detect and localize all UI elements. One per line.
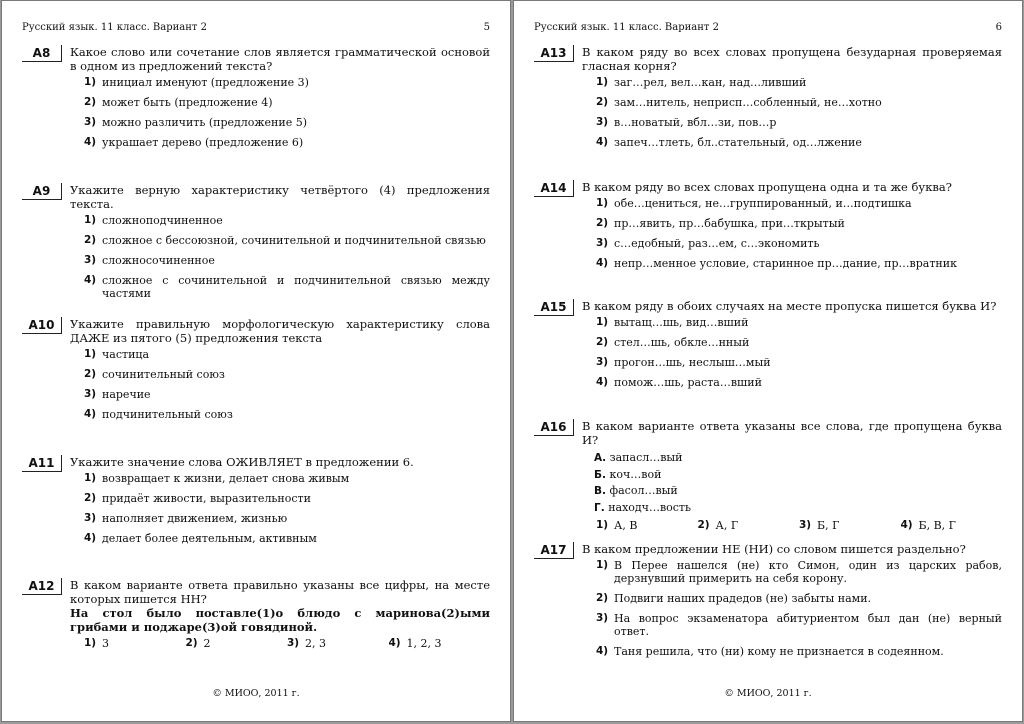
- task-sentence: На стол было поставле(1)о блюдо с маринова(2)ыми грибами и поджаре(3)ой говядиной.: [70, 606, 490, 634]
- right-page: [513, 0, 1023, 722]
- task-question: Какое слово или сочетание слов является грамматической основой в одном из предложений текста?: [70, 45, 490, 73]
- task-a10: [22, 317, 490, 428]
- answer-option[interactable]: 2) А, Г: [697, 519, 739, 532]
- page-footer: © МИОО, 2011 г.: [212, 688, 300, 699]
- answer-option[interactable]: 2) сложное с бессоюзной, сочинительной и подчинительной связью: [84, 234, 486, 247]
- page-header-title: Русский язык. 11 класс. Вариант 2: [534, 22, 720, 33]
- lettered-word: А. запасл…вый: [594, 451, 683, 464]
- answer-option[interactable]: 4) подчинительный союз: [84, 408, 233, 421]
- task-question: Укажите верную характеристику четвёртого (4) предложения текста.: [70, 183, 490, 211]
- lettered-word: Б. коч…вой: [594, 467, 662, 481]
- answer-option[interactable]: 1) возвращает к жизни, делает снова живым: [84, 472, 350, 485]
- lettered-word: Г. находч…вость: [594, 500, 691, 514]
- answer-option[interactable]: 3) наречие: [84, 388, 151, 401]
- task-number: A11: [22, 455, 62, 472]
- answer-option[interactable]: 1) 3: [84, 637, 109, 650]
- answer-option[interactable]: 2) зам…нитель, неприсп…собленный, не…хотно: [596, 96, 882, 109]
- task-number: A10: [22, 317, 62, 334]
- answer-option[interactable]: 3) в…новатый, вбл…зи, пов…р: [596, 116, 777, 129]
- lettered-words: [594, 450, 1002, 516]
- answer-option[interactable]: 3) можно различить (предложение 5): [84, 116, 307, 129]
- answer-option[interactable]: 4) 1, 2, 3: [388, 637, 442, 650]
- task-number: A14: [534, 180, 574, 197]
- page-header-title: Русский язык. 11 класс. Вариант 2: [22, 22, 208, 33]
- answer-option[interactable]: 1) заг…рел, вел…кан, над…ливший: [596, 76, 807, 89]
- task-number: A13: [534, 45, 574, 62]
- answer-option[interactable]: 4) непр…менное условие, старинное пр…дание, пр…вратник: [596, 257, 957, 270]
- answer-option[interactable]: 1) частица: [84, 348, 150, 361]
- task-a12: [22, 578, 490, 650]
- answer-option[interactable]: 1) сложноподчиненное: [84, 214, 223, 227]
- task-question: В каком варианте ответа правильно указаны все цифры, на месте которых пишется НН?: [70, 578, 490, 606]
- answer-option[interactable]: 3) прогон…шь, неслыш…мый: [596, 356, 771, 369]
- task-a11: [22, 455, 490, 552]
- answer-option[interactable]: 3) 2, 3: [287, 637, 326, 650]
- answer-option[interactable]: 2) пр…явить, пр…бабушка, при…ткрытый: [596, 217, 845, 230]
- answer-option[interactable]: 4) помож…шь, раста…вший: [596, 376, 762, 389]
- task-question: В каком ряду во всех словах пропущена безударная проверяемая гласная корня?: [582, 45, 1002, 73]
- task-a15: [534, 299, 1002, 396]
- task-number: A16: [534, 419, 574, 436]
- answer-option[interactable]: 2) придаёт живости, выразительности: [84, 492, 311, 505]
- answer-option[interactable]: 4) сложное с сочинительной и подчинительной связью между частями: [84, 274, 490, 300]
- task-a8: [22, 45, 490, 156]
- task-a13: [534, 45, 1002, 156]
- task-number: A17: [534, 542, 574, 559]
- task-number: A12: [22, 578, 62, 595]
- task-question: В каком ряду в обоих случаях на месте пропуска пишется буква И?: [582, 299, 997, 313]
- answer-option[interactable]: 4) делает более деятельным, активным: [84, 532, 317, 545]
- task-a9: [22, 183, 490, 307]
- answer-option[interactable]: 1) обе…цениться, не…группированный, и…подтишка: [596, 197, 912, 210]
- task-number: A15: [534, 299, 574, 316]
- task-question: В каком предложении НЕ (НИ) со словом пишется раздельно?: [582, 542, 966, 556]
- task-question: В каком ряду во всех словах пропущена одна и та же буква?: [582, 180, 952, 194]
- task-question: Укажите правильную морфологическую характеристику слова ДАЖЕ из пятого (5) предложения текста: [70, 317, 490, 345]
- page-number: 6: [995, 22, 1002, 33]
- lettered-word: В. фасол…вый: [594, 484, 678, 497]
- answer-option[interactable]: 3) На вопрос экзаменатора абитуриентом был дан (не) верный ответ.: [596, 612, 1002, 638]
- answer-option[interactable]: 3) сложносочиненное: [84, 254, 215, 267]
- answer-option[interactable]: 2) стел…шь, обкле…нный: [596, 336, 750, 349]
- answer-option[interactable]: 3) Б, Г: [799, 519, 840, 532]
- task-number: A8: [22, 45, 62, 62]
- task-number: A9: [22, 183, 62, 200]
- answer-option[interactable]: 4) Б, В, Г: [900, 519, 956, 532]
- task-a14: [534, 180, 1002, 277]
- answer-option[interactable]: 1) вытащ…шь, вид…вший: [596, 316, 749, 329]
- task-question: Укажите значение слова ОЖИВЛЯЕТ в предложении 6.: [70, 455, 414, 469]
- answer-option[interactable]: 4) Таня решила, что (ни) кому не признается в содеянном.: [596, 645, 944, 658]
- answer-option[interactable]: 1) инициал именуют (предложение 3): [84, 76, 309, 89]
- page-footer: © МИОО, 2011 г.: [724, 688, 812, 699]
- answer-option[interactable]: 3) с…едобный, раз…ем, с…экономить: [596, 237, 820, 250]
- answer-option[interactable]: 1) А, В: [596, 519, 638, 532]
- answer-option[interactable]: 1) В Перее нашелся (не) кто Симон, один из царских рабов, дерзнувший примерить на себя корону.: [596, 559, 1002, 585]
- answer-option[interactable]: 2) 2: [185, 637, 211, 650]
- answer-option[interactable]: 3) наполняет движением, жизнью: [84, 512, 288, 525]
- page-number: 5: [483, 22, 490, 33]
- answer-option[interactable]: 2) сочинительный союз: [84, 368, 225, 381]
- answer-option[interactable]: 4) запеч…тлеть, бл..стательный, од…лжение: [596, 136, 862, 149]
- answer-option[interactable]: 2) Подвиги наших прадедов (не) забыты нами.: [596, 592, 872, 605]
- task-a17: [534, 542, 1002, 665]
- answer-option[interactable]: 2) может быть (предложение 4): [84, 96, 273, 109]
- left-page: [1, 0, 511, 722]
- answer-option[interactable]: 4) украшает дерево (предложение 6): [84, 136, 304, 149]
- task-a16: [534, 419, 1002, 532]
- task-question: В каком варианте ответа указаны все слова, где пропущена буква И?: [582, 419, 1002, 447]
